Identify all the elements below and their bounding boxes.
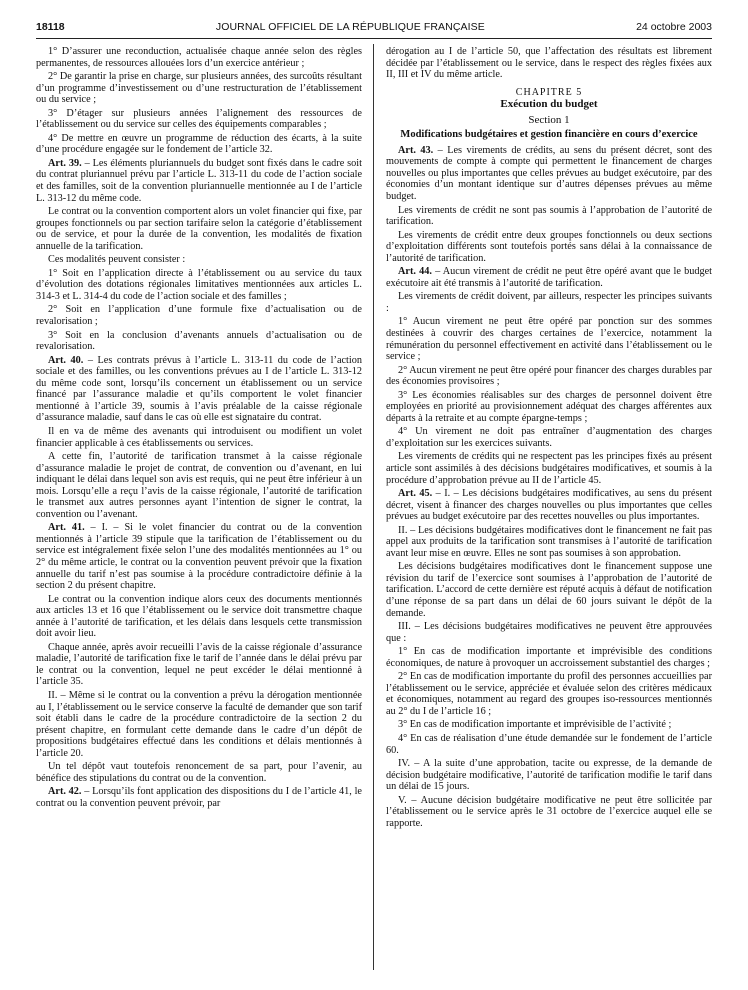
- article-text: – I. – Les décisions budgétaires modificatives, au sens du présent décret, visent à financer des charges nouvelles ou plus importantes que celles prévues au budget exécutoire par des recettes nouvelles ou plus importantes.: [386, 488, 712, 523]
- text-paragraph: Ces modalités peuvent consister :: [48, 254, 186, 266]
- article-number: Art. 41.: [48, 522, 85, 534]
- text-paragraph: V. – Aucune décision budgétaire modificative ne peut être sollicitée par l’établissement ou le service après le 31 octobre de l’exercice auquel elle se rapporte.: [386, 794, 712, 829]
- text-paragraph: Les virements de crédits qui ne respectent pas les principes fixés au présent article sont assimilés à des décisions budgétaires modificatives, et soumis à la procédure d’approbation prévue au II de l’article 45.: [386, 451, 712, 486]
- article-paragraph: [36, 158, 362, 204]
- article-text: – Les éléments pluriannuels du budget sont fixés dans le cadre soit du contrat pluriannuel prévu par l’article L. 313-11 du code de l’action sociale et des familles, soit de la convention pluriannuelle mentionnée au I de l’article L. 313-12 du même code.: [36, 157, 362, 204]
- article-paragraph: [386, 488, 712, 523]
- text-paragraph: 2° De garantir la prise en charge, sur plusieurs années, des surcoûts résultant d’un programme d’investissement ou d’une restructuration de l’établissement ou du service ;: [36, 71, 362, 106]
- publication-date: 24 octobre 2003: [636, 21, 712, 33]
- article-paragraph: [36, 786, 362, 809]
- page-number: 18118: [36, 21, 65, 33]
- text-paragraph: 3° D’étager sur plusieurs années l’alignement des ressources de l’établissement ou du service sur celles des équipements comparables ;: [36, 107, 362, 131]
- text-paragraph: 2° Aucun virement ne peut être opéré pour financer des charges durables par des économies provisoires ;: [386, 364, 712, 388]
- text-paragraph: 1° En cas de modification importante et imprévisible des conditions économiques, de nature à provoquer un accroissement substantiel des charges ;: [386, 646, 712, 669]
- chapter-heading: CHAPITRE 5: [515, 86, 583, 98]
- text-paragraph: 1° Aucun virement ne peut être opéré par ponction sur des sommes destinées à couvrir des charges certaines de l’exercice, notamment la rémunération du personnel effectivement en activité dans l’établissement ou le service ;: [386, 316, 712, 363]
- text-paragraph: Les virements de crédit doivent, par ailleurs, respecter les principes suivants :: [386, 291, 712, 314]
- text-paragraph: IV. – A la suite d’une approbation, tacite ou expresse, de la demande de décision budgétaire modificative, l’autorité de tarification modifie le tarif dans un délai de 15 jours.: [386, 758, 712, 793]
- page-header: [36, 18, 712, 36]
- text-paragraph: Il en va de même des avenants qui introduisent ou modifient un volet financier applicable à ces établissements ou services.: [36, 425, 362, 449]
- text-paragraph: Les virements de crédit entre deux groupes fonctionnels ou deux sections d’exploitation différents sont toutefois portés sans délai à la connaissance de l’autorité de tarification.: [386, 229, 712, 264]
- text-paragraph: 2° Soit en l’application d’une formule fixe d’actualisation ou de revalorisation ;: [36, 304, 362, 328]
- article-paragraph: [36, 522, 362, 591]
- right-column: [386, 46, 712, 831]
- section-title: Modifications budgétaires et gestion financière en cours d’exercice: [400, 129, 698, 141]
- text-paragraph: Les décisions budgétaires modificatives dont le financement suppose une révision du tarif de l’exercice sont soumises à l’approbation de l’autorité de tarification. L’accord de cette dernière est réputé acquis à défaut de notification d’une réponse de sa part dans un délai de 60 jours suivant le dépôt de la demande.: [386, 561, 712, 619]
- text-paragraph: dérogation au I de l’article 50, que l’affectation des résultats est librement décidée par l’établissement ou le service, dans le respect des règles fixées aux II, III et IV du même article.: [386, 46, 712, 81]
- text-paragraph: 3° En cas de modification importante et imprévisible de l’activité ;: [398, 719, 672, 731]
- text-paragraph: 3° Les économies réalisables sur des charges de personnel doivent être employées en priorité au provisionnement adéquat des charges afférentes aux départs à la retraite et au compte épargne-temps ;: [386, 389, 712, 424]
- article-number: Art. 43.: [398, 144, 434, 156]
- text-paragraph: 2° En cas de modification importante du profil des personnes accueillies par l’établissement ou le service, appréciée et évaluée selon des critères médicaux et économiques, notamment au regard des groupes iso-ressources mentionnés au 2° du I de l’article 16 ;: [386, 671, 712, 717]
- left-column: [36, 46, 362, 811]
- article-text: – Lorsqu’ils font application des dispositions du I de l’article 41, le contrat ou la convention peuvent prévoir, par: [36, 786, 362, 809]
- text-paragraph: 3° Soit en la conclusion d’avenants annuels d’actualisation ou de revalorisation.: [36, 329, 362, 353]
- article-paragraph: [386, 145, 712, 203]
- article-text: – Les virements de crédits, au sens du présent décret, sont des mouvements de compte à compte qui permettent le financement de charges nouvelles ou plus importantes que celles prévues au budget exécutoire, par des économies d’un montant identique sur d’autres dépenses prévues au même budget.: [386, 144, 712, 202]
- chapter-title: Exécution du budget: [500, 98, 598, 111]
- text-paragraph: Le contrat ou la convention comportent alors un volet financier qui fixe, par groupes fonctionnels ou par section tarifaire selon la catégorie d’établissement ou de service, et pour la durée de la convention, les modalités de fixation annuelle de la tarification.: [36, 206, 362, 252]
- article-number: Art. 42.: [48, 786, 82, 798]
- text-paragraph: A cette fin, l’autorité de tarification transmet à la caisse régionale d’assurance maladie le projet de contrat, de convention ou d’avenant, en lui indiquant le délai dans lequel son avis est requis, qui ne peut être inférieur à un mois. Lorsqu’elle a reçu l’avis de la caisse régionale, l’autorité de tarification le transmet aux autres personnes ayant l’intention de signer le contrat, la convention ou l’avenant.: [36, 451, 362, 520]
- text-paragraph: 4° De mettre en œuvre un programme de réduction des écarts, à la suite d’une procédure engagée sur le fondement de l’article 32.: [36, 132, 362, 156]
- article-number: Art. 39.: [48, 157, 82, 169]
- article-number: Art. 45.: [398, 488, 433, 500]
- text-paragraph: Un tel dépôt vaut toutefois renoncement de sa part, pour l’avenir, au bénéfice des stipulations du contrat ou de la convention.: [36, 761, 362, 784]
- text-paragraph: 1° D’assurer une reconduction, actualisée chaque année selon des règles permanentes, de ressources allouées lors d’un exercice antérieur ;: [36, 46, 362, 69]
- text-paragraph: Les virements de crédit ne sont pas soumis à l’approbation de l’autorité de tarification.: [386, 204, 712, 228]
- text-paragraph: III. – Les décisions budgétaires modificatives ne peuvent être approuvées que :: [386, 621, 712, 644]
- text-paragraph: 4° Un virement ne doit pas entraîner d’augmentation des charges d’exploitation sur les exercices suivants.: [386, 426, 712, 449]
- article-number: Art. 44.: [398, 266, 432, 278]
- article-paragraph: [386, 266, 712, 289]
- article-paragraph: [36, 355, 362, 424]
- header-rule: [36, 38, 712, 39]
- text-paragraph: 4° En cas de réalisation d’une étude demandée sur le fondement de l’article 60.: [386, 733, 712, 756]
- article-text: – I. – Si le volet financier du contrat ou de la convention mentionnés à l’article 39 stipule que la tarification de l’établissement ou du service est intégralement fixée selon l’une des modalités mentionnées au 1° ou 2° du même article, le contrat ou la convention peuvent prévoir que la fixation annuelle du tarif n’est pas soumise à la procédure contradictoire définie à la section 2 du présent chapitre.: [36, 522, 362, 592]
- article-text: – Aucun virement de crédit ne peut être opéré avant que le budget exécutoire ait été transmis à l’autorité de tarification.: [386, 266, 712, 289]
- text-paragraph: II. – Les décisions budgétaires modificatives dont le financement ne fait pas appel aux produits de la tarification sont transmises à l’autorité de tarification avant leur mise en œuvre. Elles ne sont pas soumises à son approbation.: [386, 524, 712, 559]
- journal-title: JOURNAL OFFICIEL DE LA RÉPUBLIQUE FRANÇAISE: [215, 21, 485, 33]
- text-paragraph: II. – Même si le contrat ou la convention a prévu la dérogation mentionnée au I, l’établissement ou le service conserve la faculté de demander que son tarif soit établi dans le cadre de la procédure contradictoire de la section 2 du présent chapitre, en formulant cette demande dans le cadre d’un dépôt de propositions budgétaires effectué dans les conditions et délais mentionnés à l’article 20.: [36, 689, 362, 759]
- article-text: – Les contrats prévus à l’article L. 313-11 du code de l’action sociale et des familles, ou les conventions prévues au I de l’article L. 313-12 du même code sont, lorsqu’ils concernent un établissement ou un service financé par l’assurance maladie et qu’ils comportent le volet financier mentionné à l’article 39, soumis à l’avis préalable de la caisse régionale d’assurance maladie, sauf dans le cas où elle est signataire du contrat.: [36, 354, 362, 424]
- article-number: Art. 40.: [48, 354, 84, 366]
- section-heading: Section 1: [528, 113, 570, 126]
- text-paragraph: Le contrat ou la convention indique alors ceux des documents mentionnés aux articles 13 et 16 que l’établissement ou le service doit transmettre chaque année à l’autorité de tarification, et les délais dans lesquels cette transmission doit avoir lieu.: [36, 593, 362, 640]
- column-divider: [373, 44, 374, 970]
- text-paragraph: Chaque année, après avoir recueilli l’avis de la caisse régionale d’assurance maladie, l’autorité de tarification fixe le tarif de l’année dans le délai prévu par le contrat ou la convention, lequel ne peut excéder le délai mentionné à l’article 35.: [36, 641, 362, 688]
- text-paragraph: 1° Soit en l’application directe à l’établissement ou au service du taux d’évolution des dotations régionales limitatives mentionnées aux articles L. 314-3 et L. 314-4 du code de l’action sociale et des familles ;: [36, 267, 362, 302]
